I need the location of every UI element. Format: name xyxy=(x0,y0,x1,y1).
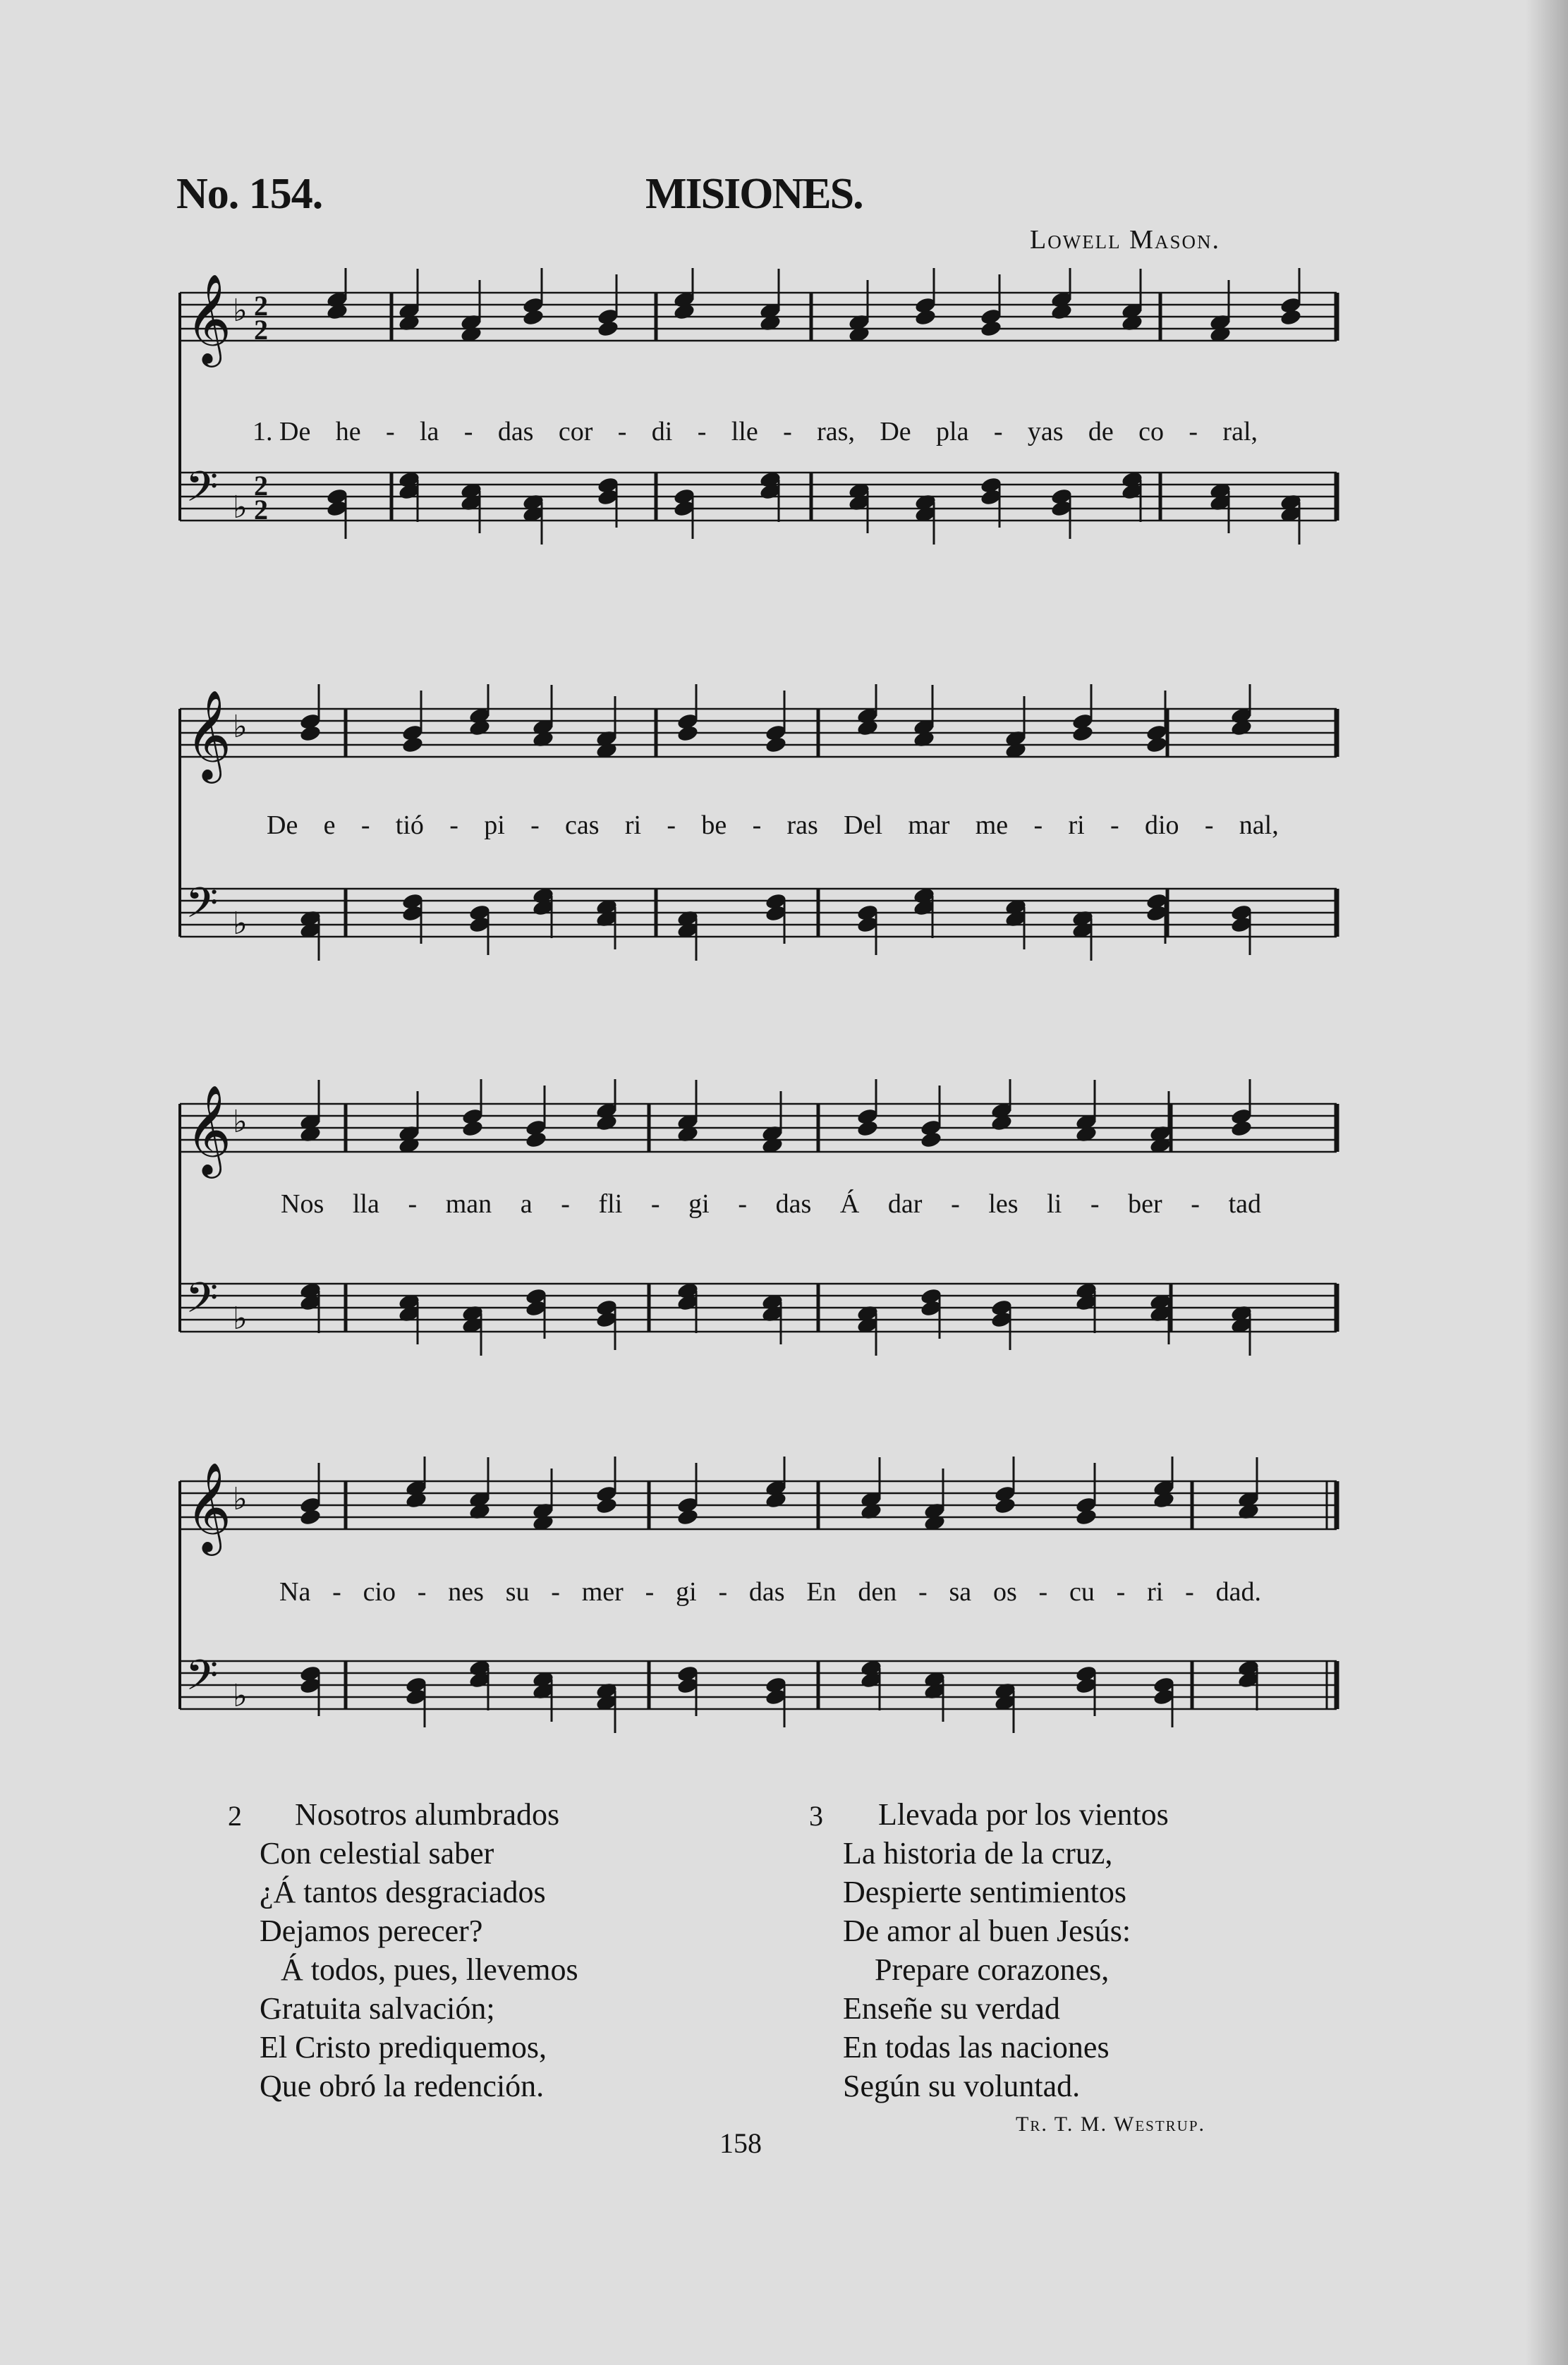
svg-text:𝄢: 𝄢 xyxy=(186,462,219,521)
lyric-syllable: e xyxy=(323,810,336,840)
svg-text:♭: ♭ xyxy=(233,1481,248,1517)
svg-text:♭: ♭ xyxy=(233,906,248,942)
svg-text:2: 2 xyxy=(254,494,268,525)
lyric-line-2 xyxy=(267,810,1279,841)
lyric-line-1 xyxy=(253,416,1258,447)
lyric-syllable: - xyxy=(385,417,395,446)
lyric-syllable: cas xyxy=(565,810,600,840)
lyric-syllable: Á xyxy=(839,1189,860,1219)
translator-credit: Tr. T. M. Westrup. xyxy=(1016,2112,1206,2136)
lyric-syllable: me xyxy=(975,810,1009,840)
svg-text:𝄢: 𝄢 xyxy=(186,1273,219,1332)
verse-2-line: Á todos, pues, llevemos xyxy=(281,1952,578,1987)
lyric-syllable: den xyxy=(858,1577,897,1607)
lyric-syllable: ber xyxy=(1128,1189,1162,1219)
lyric-syllable: dad. xyxy=(1215,1577,1261,1607)
lyric-syllable: - xyxy=(1204,810,1214,840)
lyric-syllable: ral, xyxy=(1222,417,1258,446)
lyric-syllable: - xyxy=(667,810,676,840)
lyric-syllable: pla xyxy=(936,417,969,446)
verse-2-number: 2 xyxy=(228,1800,242,1832)
lyric-syllable: - xyxy=(463,417,473,446)
lyric-syllable: - xyxy=(738,1189,747,1219)
lyric-syllable: man xyxy=(445,1189,492,1219)
lyric-syllable: En xyxy=(806,1577,837,1607)
verse-2 xyxy=(228,1795,578,2105)
lyric-syllable: - xyxy=(417,1577,427,1607)
lyric-syllable: lle xyxy=(731,417,758,446)
svg-text:2: 2 xyxy=(254,290,268,322)
lyric-syllable: - xyxy=(783,417,792,446)
verse-3-line: Prepare corazones, xyxy=(875,1952,1110,1987)
lyric-syllable: li xyxy=(1047,1189,1062,1219)
lyric-syllable: Na xyxy=(279,1577,311,1607)
lyric-syllable: - xyxy=(551,1577,560,1607)
lyric-syllable: mar xyxy=(908,810,950,840)
lyric-syllable: De xyxy=(267,810,298,840)
lyric-syllable: - xyxy=(530,810,540,840)
verse-3-line: Despierte sentimientos xyxy=(843,1875,1127,1909)
lyric-syllable: cio xyxy=(363,1577,396,1607)
lyric-syllable: das xyxy=(775,1189,812,1219)
svg-text:𝄢: 𝄢 xyxy=(186,878,219,937)
music-staff xyxy=(0,1457,1568,1781)
verse-2-line: Con celestial saber xyxy=(260,1836,494,1871)
svg-text:𝄞: 𝄞 xyxy=(186,1084,232,1174)
lyric-syllable: - xyxy=(617,417,627,446)
lyric-syllable: - xyxy=(408,1189,418,1219)
svg-text:♭: ♭ xyxy=(233,1104,248,1140)
svg-text:𝄞: 𝄞 xyxy=(186,273,232,363)
lyric-syllable: lla xyxy=(352,1189,379,1219)
lyric-syllable: di xyxy=(651,417,673,446)
svg-text:♭: ♭ xyxy=(233,1301,248,1337)
music-staff xyxy=(0,684,1568,1009)
lyric-syllable: - xyxy=(645,1577,655,1607)
composer-credit: Lowell Mason. xyxy=(1030,225,1220,255)
verse-3-line: De amor al buen Jesús: xyxy=(843,1914,1131,1948)
lyric-syllable: ri xyxy=(1068,810,1085,840)
lyric-syllable: - xyxy=(650,1189,660,1219)
lyric-syllable: tió xyxy=(395,810,424,840)
verse-3-line: Enseñe su verdad xyxy=(843,1991,1060,2026)
lyric-syllable: - xyxy=(1038,1577,1048,1607)
lyric-syllable: su xyxy=(505,1577,530,1607)
verse-2-line: Gratuita salvación; xyxy=(260,1991,495,2026)
svg-text:♭: ♭ xyxy=(233,293,248,329)
lyric-syllable: la xyxy=(419,417,439,446)
lyric-syllable: yas xyxy=(1027,417,1064,446)
lyric-syllable: - xyxy=(1090,1189,1100,1219)
lyric-syllable: - xyxy=(697,417,707,446)
lyric-line-3 xyxy=(281,1188,1261,1220)
lyric-line-4 xyxy=(279,1576,1261,1607)
svg-text:♭: ♭ xyxy=(233,709,248,745)
svg-text:𝄞: 𝄞 xyxy=(186,689,232,779)
svg-text:♭: ♭ xyxy=(233,1678,248,1714)
lyric-syllable: fli xyxy=(598,1189,623,1219)
lyric-syllable: - xyxy=(1033,810,1043,840)
verse-3-line: En todas las naciones xyxy=(843,2030,1110,2065)
lyric-syllable: Del xyxy=(844,810,883,840)
verse-2-line: El Cristo prediquemos, xyxy=(260,2030,547,2065)
svg-text:2: 2 xyxy=(254,314,268,346)
lyric-syllable: - xyxy=(561,1189,570,1219)
lyric-syllable: mer xyxy=(581,1577,624,1607)
lyric-syllable: - xyxy=(993,417,1003,446)
lyric-syllable: ras, xyxy=(817,417,855,446)
lyric-syllable: ri xyxy=(624,810,642,840)
lyric-syllable: les xyxy=(988,1189,1019,1219)
hymn-number: No. 154. xyxy=(176,170,323,218)
verse-3-number: 3 xyxy=(809,1800,823,1832)
lyric-syllable: - xyxy=(918,1577,928,1607)
lyric-syllable: pi xyxy=(484,810,505,840)
lyric-syllable: - xyxy=(1189,417,1198,446)
verse-2-line: Que obró la redención. xyxy=(260,2069,545,2103)
lyric-syllable: ras xyxy=(786,810,818,840)
verse-3-line: Llevada por los vientos xyxy=(878,1797,1169,1832)
lyric-syllable: tad xyxy=(1228,1189,1261,1219)
lyric-syllable: das xyxy=(748,1577,785,1607)
lyric-syllable: - xyxy=(449,810,458,840)
verse-2-line: Dejamos perecer? xyxy=(260,1914,483,1948)
lyric-syllable: co xyxy=(1138,417,1165,446)
page-number: 158 xyxy=(719,2127,762,2159)
verse-2-line: Nosotros alumbrados xyxy=(295,1797,560,1832)
lyric-syllable: ri xyxy=(1147,1577,1164,1607)
lyric-syllable: dar xyxy=(887,1189,923,1219)
lyric-syllable: os xyxy=(992,1577,1017,1607)
lyric-syllable: 1. De xyxy=(253,417,311,446)
lyric-syllable: Nos xyxy=(281,1189,324,1219)
lyric-syllable: - xyxy=(1110,810,1119,840)
verse-3 xyxy=(809,1795,1169,2105)
lyric-syllable: nal, xyxy=(1239,810,1279,840)
lyric-syllable: be xyxy=(701,810,727,840)
verse-3-line: La historia de la cruz, xyxy=(843,1836,1113,1871)
verse-3-line: Según su voluntad. xyxy=(843,2069,1081,2103)
lyric-syllable: a xyxy=(520,1189,533,1219)
lyric-syllable: - xyxy=(718,1577,728,1607)
lyric-syllable: gi xyxy=(688,1189,710,1219)
lyric-syllable: das xyxy=(497,417,534,446)
svg-text:𝄢: 𝄢 xyxy=(186,1650,219,1710)
lyric-syllable: de xyxy=(1088,417,1114,446)
lyric-syllable: he xyxy=(335,417,361,446)
lyric-syllable: cu xyxy=(1069,1577,1095,1607)
lyric-syllable: - xyxy=(1191,1189,1200,1219)
lyric-syllable: sa xyxy=(949,1577,972,1607)
lyric-syllable: De xyxy=(880,417,911,446)
lyric-syllable: dio xyxy=(1144,810,1179,840)
svg-text:𝄞: 𝄞 xyxy=(186,1461,232,1552)
lyric-syllable: - xyxy=(1116,1577,1126,1607)
lyric-syllable: nes xyxy=(448,1577,484,1607)
verse-2-line: ¿Á tantos desgraciados xyxy=(260,1875,546,1909)
lyric-syllable: - xyxy=(951,1189,960,1219)
lyric-syllable: - xyxy=(360,810,370,840)
hymn-title: MISIONES. xyxy=(645,170,863,218)
lyric-syllable: - xyxy=(1185,1577,1194,1607)
music-staff xyxy=(0,1079,1568,1404)
lyric-syllable: - xyxy=(752,810,762,840)
lyric-syllable: gi xyxy=(676,1577,697,1607)
svg-text:2: 2 xyxy=(254,470,268,501)
svg-text:♭: ♭ xyxy=(233,490,248,525)
lyric-syllable: cor xyxy=(558,417,593,446)
lyric-syllable: - xyxy=(332,1577,341,1607)
